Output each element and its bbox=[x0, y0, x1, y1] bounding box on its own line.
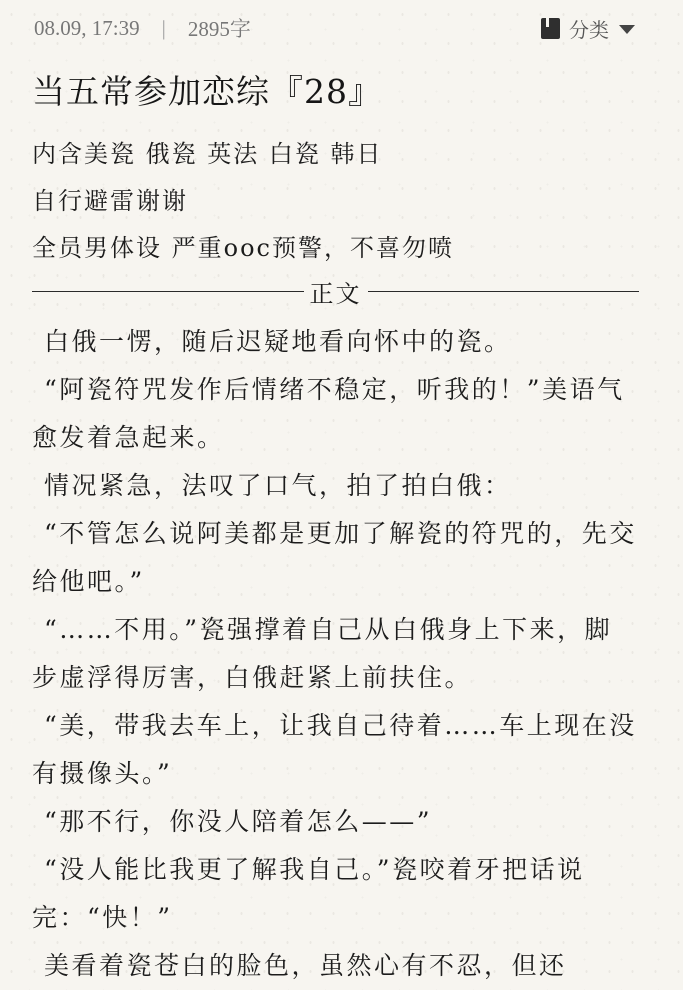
note-line: 内含美瓷 俄瓷 英法 白瓷 韩日 bbox=[32, 140, 383, 168]
paragraph: “阿瓷符咒发作后情绪不稳定，听我的！”美语气愈发着急起来。 bbox=[32, 375, 625, 452]
chevron-down-icon bbox=[619, 25, 635, 34]
divider-line-right bbox=[368, 291, 640, 292]
paragraph: “美，带我去车上，让我自己待着……车上现在没有摄像头。” bbox=[32, 711, 637, 788]
paragraph: “不管怎么说阿美都是更加了解瓷的符咒的，先交给他吧。” bbox=[32, 519, 637, 596]
book-icon bbox=[541, 18, 560, 39]
meta-bar bbox=[34, 12, 635, 44]
note-line: 自行避雷谢谢 bbox=[32, 187, 188, 215]
paragraph: “没人能比我更了解我自己。”瓷咬着牙把话说完：“快！” bbox=[32, 855, 585, 932]
paragraph: 美看着瓷苍白的脸色，虽然心有不忍，但还 bbox=[44, 951, 567, 980]
article-title: 当五常参加恋综『28』 bbox=[32, 72, 382, 111]
meta-separator: | bbox=[161, 15, 166, 40]
paragraph: “那不行，你没人陪着怎么——” bbox=[44, 807, 433, 836]
category-dropdown[interactable] bbox=[541, 14, 635, 43]
paragraph: 情况紧急，法叹了口气，拍了拍白俄： bbox=[44, 471, 512, 500]
word-count: 2895字 bbox=[187, 17, 251, 41]
timestamp: 08.09, 17:39 bbox=[34, 15, 140, 40]
note-line: 全员男体设 严重ooc预警，不喜勿喷 bbox=[32, 234, 454, 262]
author-notes bbox=[32, 131, 454, 272]
paragraph: “……不用。”瓷强撑着自己从白俄身上下来，脚步虚浮得厉害，白俄赶紧上前扶住。 bbox=[32, 615, 613, 692]
section-divider bbox=[32, 274, 639, 308]
article-body bbox=[32, 318, 639, 990]
divider-label: 正文 bbox=[309, 279, 362, 308]
paragraph: 白俄一愣，随后迟疑地看向怀中的瓷。 bbox=[44, 327, 512, 356]
category-label: 分类 bbox=[569, 17, 609, 42]
divider-line-left bbox=[32, 291, 304, 292]
